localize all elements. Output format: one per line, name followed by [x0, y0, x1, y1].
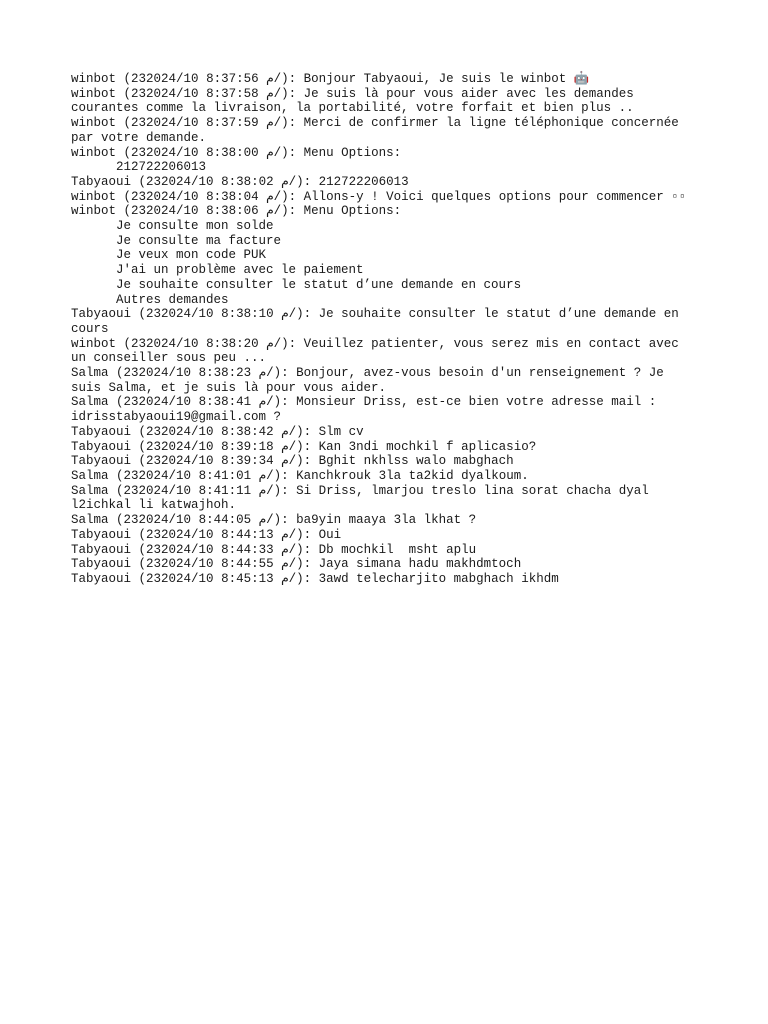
chat-message: Salma (23م 8:44:05 2024/10/): ba9yin maaya 3la lkhat ? — [71, 513, 477, 528]
menu-option: Je veux mon code PUK — [116, 248, 267, 263]
message-speaker: winbot — [71, 72, 117, 86]
message-speaker: winbot — [71, 145, 117, 160]
message-text: Si Driss, lmarjou treslo lina sorat chacha dyal l2ichkal li katwajhoh. — [71, 483, 657, 513]
menu-option: Autres demandes — [116, 292, 229, 307]
message-text: Monsieur Driss, est-ce bien votre adresse mail : idrisstabyaoui19@gmail.com ? — [71, 395, 664, 425]
chat-message: Tabyaoui (23م 8:44:55 2024/10/): Jaya simana hadu makhdmtoch — [71, 557, 522, 572]
chat-message: Tabyaoui (23م 8:45:13 2024/10/): 3awd telecharjito mabghach ikhdm — [71, 571, 559, 586]
chat-message: Tabyaoui (23م 8:39:18 2024/10/): Kan 3ndi mochkil f aplicasio? — [71, 439, 537, 454]
message-text: Veuillez patienter, vous serez mis en contact avec un conseiller sous peu ... — [71, 336, 687, 366]
chat-message: Salma (23م 8:41:01 2024/10/): Kanchkrouk 3la ta2kid dyalkoum. — [71, 468, 529, 483]
chat-message: Tabyaoui (23م 8:44:13 2024/10/): Oui — [71, 527, 342, 542]
chat-message: Tabyaoui (23م 8:38:02 2024/10/): 212722206013 — [71, 174, 409, 189]
message-speaker: Salma — [71, 483, 109, 498]
message-text: Allons-y ! Voici quelques options pour commencer ▫▫ — [303, 189, 687, 204]
message-text: Db mochkil msht aplu — [318, 542, 477, 557]
menu-option: Je consulte ma facture — [116, 233, 282, 248]
message-timestamp: (23م 8:38:00 2024/10/) — [123, 145, 289, 160]
message-timestamp: (23م 8:38:06 2024/10/) — [123, 204, 289, 219]
message-speaker: winbot — [71, 86, 117, 101]
message-text: 212722206013 — [318, 174, 409, 189]
message-text: Oui — [318, 527, 342, 542]
chat-message: winbot (23م 8:38:00 2024/10/): Menu Options: — [71, 145, 402, 160]
chat-message: winbot (23م 8:38:20 2024/10/): Veuillez patienter, vous serez mis en contact avec un conseiller sous peu ... — [71, 336, 687, 366]
message-speaker: winbot — [71, 204, 117, 219]
message-timestamp: (23م 8:44:05 2024/10/) — [116, 513, 282, 528]
menu-option: Je consulte mon solde — [116, 219, 274, 234]
message-timestamp: (23م 8:38:23 2024/10/) — [116, 366, 282, 381]
message-text: Kanchkrouk 3la ta2kid dyalkoum. — [296, 468, 529, 483]
chat-message: Tabyaoui (23م 8:38:42 2024/10/): Slm cv — [71, 424, 364, 439]
chat-message: winbot (23م 8:37:56 2024/10/): Bonjour Tabyaoui, Je suis le winbot 🤖 — [71, 72, 590, 86]
message-speaker: Salma — [71, 513, 109, 528]
message-timestamp: (23م 8:37:58 2024/10/) — [123, 86, 289, 101]
message-timestamp: (23م 8:38:20 2024/10/) — [123, 336, 289, 351]
message-text: ba9yin maaya 3la lkhat ? — [296, 513, 477, 528]
message-text: Je souhaite consulter le statut d’une demande en cours — [71, 307, 687, 336]
message-timestamp: (23م 8:39:18 2024/10/) — [138, 439, 304, 454]
message-timestamp: (23م 8:44:55 2024/10/) — [138, 557, 304, 572]
chat-message: Salma (23م 8:38:41 2024/10/): Monsieur Driss, est-ce bien votre adresse mail : idrisstabyaoui19@gmail.com ? — [71, 395, 664, 425]
message-timestamp: (23م 8:38:04 2024/10/) — [123, 189, 289, 204]
message-text: 3awd telecharjito mabghach ikhdm — [318, 571, 559, 586]
chat-message: Tabyaoui (23م 8:38:10 2024/10/): Je souhaite consulter le statut d’une demande en cours — [71, 307, 687, 336]
message-text: Merci de confirmer la ligne téléphonique concernée par votre demande. — [71, 116, 687, 145]
menu-option: Je souhaite consulter le statut d’une demande en cours — [116, 277, 522, 292]
message-text: Jaya simana hadu makhdmtoch — [318, 557, 522, 572]
message-timestamp: (23م 8:38:42 2024/10/) — [138, 424, 304, 439]
message-speaker: Tabyaoui — [71, 557, 132, 572]
message-speaker: winbot — [71, 189, 117, 204]
message-text: Bonjour, avez-vous besoin d'un renseignement ? Je suis Salma, et je suis là pour vous aider. — [71, 366, 672, 395]
message-speaker: Tabyaoui — [71, 307, 132, 322]
message-speaker: Salma — [71, 468, 109, 483]
message-timestamp: (23م 8:38:02 2024/10/) — [138, 174, 304, 189]
message-timestamp: (23م 8:44:33 2024/10/) — [138, 542, 304, 557]
menu-option: J'ai un problème avec le paiement — [116, 263, 364, 278]
message-speaker: Tabyaoui — [71, 542, 132, 557]
chat-message: Tabyaoui (23م 8:39:34 2024/10/): Bghit nkhlss walo mabghach — [71, 454, 514, 469]
message-speaker: Salma — [71, 395, 109, 410]
chat-message: winbot (23م 8:38:04 2024/10/): Allons-y ! Voici quelques options pour commencer ▫▫ — [71, 189, 687, 204]
menu-option: 212722206013 — [116, 160, 207, 175]
message-timestamp: (23م 8:38:10 2024/10/) — [138, 307, 304, 322]
message-speaker: Tabyaoui — [71, 174, 132, 189]
message-timestamp: (23م 8:44:13 2024/10/) — [138, 527, 304, 542]
message-speaker: Tabyaoui — [71, 527, 132, 542]
message-speaker: Tabyaoui — [71, 439, 132, 454]
message-timestamp: (23م 8:39:34 2024/10/) — [138, 454, 304, 469]
message-timestamp: (23م 8:37:59 2024/10/) — [123, 116, 289, 131]
message-text: Je suis là pour vous aider avec les demandes courantes comme la livraison, la portabilité, votre forfait et bien plus .. — [71, 86, 642, 116]
message-speaker: winbot — [71, 336, 117, 351]
message-text: Slm cv — [318, 424, 364, 439]
message-timestamp: (23م 8:37:56 2024/10/) — [123, 72, 289, 86]
message-text: Menu Options: — [303, 145, 402, 160]
chat-message: winbot (23م 8:37:59 2024/10/): Merci de confirmer la ligne téléphonique concernée par votre demande. — [71, 116, 687, 145]
message-timestamp: (23م 8:41:01 2024/10/) — [116, 468, 282, 483]
chat-message: Salma (23م 8:41:11 2024/10/): Si Driss, lmarjou treslo lina sorat chacha dyal l2ichkal li katwajhoh. — [71, 483, 657, 513]
chat-transcript — [71, 72, 691, 587]
message-speaker: Tabyaoui — [71, 454, 132, 469]
message-timestamp: (23م 8:41:11 2024/10/) — [116, 483, 282, 498]
message-speaker: Tabyaoui — [71, 571, 132, 586]
message-text: Kan 3ndi mochkil f aplicasio? — [318, 439, 537, 454]
message-text: Menu Options: — [303, 204, 402, 219]
message-timestamp: (23م 8:38:41 2024/10/) — [116, 395, 282, 410]
message-speaker: Salma — [71, 366, 109, 381]
message-text: Bonjour Tabyaoui, Je suis le winbot 🤖 — [303, 72, 590, 86]
message-speaker: Tabyaoui — [71, 424, 132, 439]
message-timestamp: (23م 8:45:13 2024/10/) — [138, 571, 304, 586]
message-text: Bghit nkhlss walo mabghach — [318, 454, 514, 469]
chat-message: winbot (23م 8:38:06 2024/10/): Menu Options: — [71, 204, 402, 219]
message-speaker: winbot — [71, 116, 117, 131]
chat-message: winbot (23م 8:37:58 2024/10/): Je suis là pour vous aider avec les demandes courantes comme la livraison, la portabilité, votre forfait et bien plus .. — [71, 86, 642, 116]
chat-message: Salma (23م 8:38:23 2024/10/): Bonjour, avez-vous besoin d'un renseignement ? Je suis Salma, et je suis là pour vous aider. — [71, 366, 672, 395]
chat-message: Tabyaoui (23م 8:44:33 2024/10/): Db mochkil msht aplu — [71, 542, 477, 557]
